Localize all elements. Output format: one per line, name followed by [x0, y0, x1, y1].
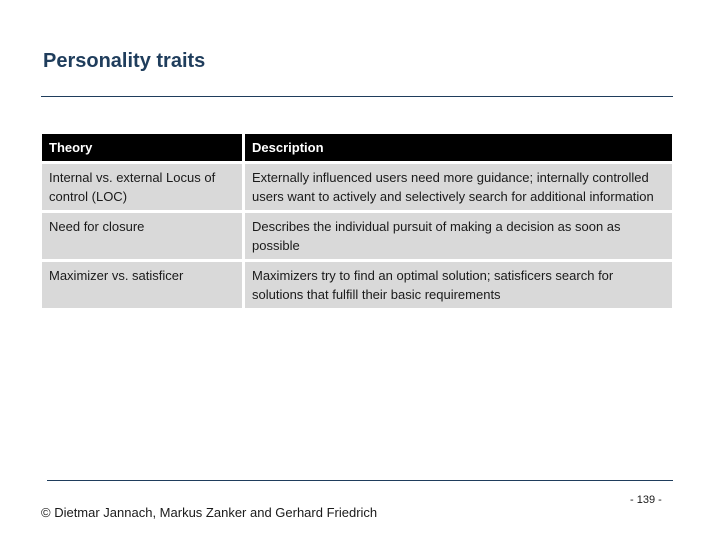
slide-title: Personality traits [43, 50, 206, 72]
table-header-row [42, 134, 672, 161]
table-row [42, 213, 672, 259]
table-row [42, 262, 672, 308]
theory-cell: Need for closure [42, 213, 242, 259]
footer-credit: © Dietmar Jannach, Markus Zanker and Gerhard Friedrich [41, 505, 378, 520]
theory-cell: Maximizer vs. satisficer [42, 262, 242, 308]
description-cell: Describes the individual pursuit of making a decision as soon as possible [242, 213, 672, 259]
column-header-description: Description [242, 134, 672, 161]
title-divider [41, 96, 673, 97]
page-number: - 139 - [630, 494, 662, 506]
personality-traits-table [42, 131, 672, 311]
footer-divider [47, 480, 673, 481]
description-cell: Maximizers try to find an optimal solution; satisficers search for solutions that fulfill their basic requirements [242, 262, 672, 308]
description-cell: Externally influenced users need more guidance; internally controlled users want to actively and selectively search for additional information [242, 164, 672, 210]
theory-cell: Internal vs. external Locus of control (LOC) [42, 164, 242, 210]
table-row [42, 164, 672, 210]
column-header-theory: Theory [42, 134, 242, 161]
